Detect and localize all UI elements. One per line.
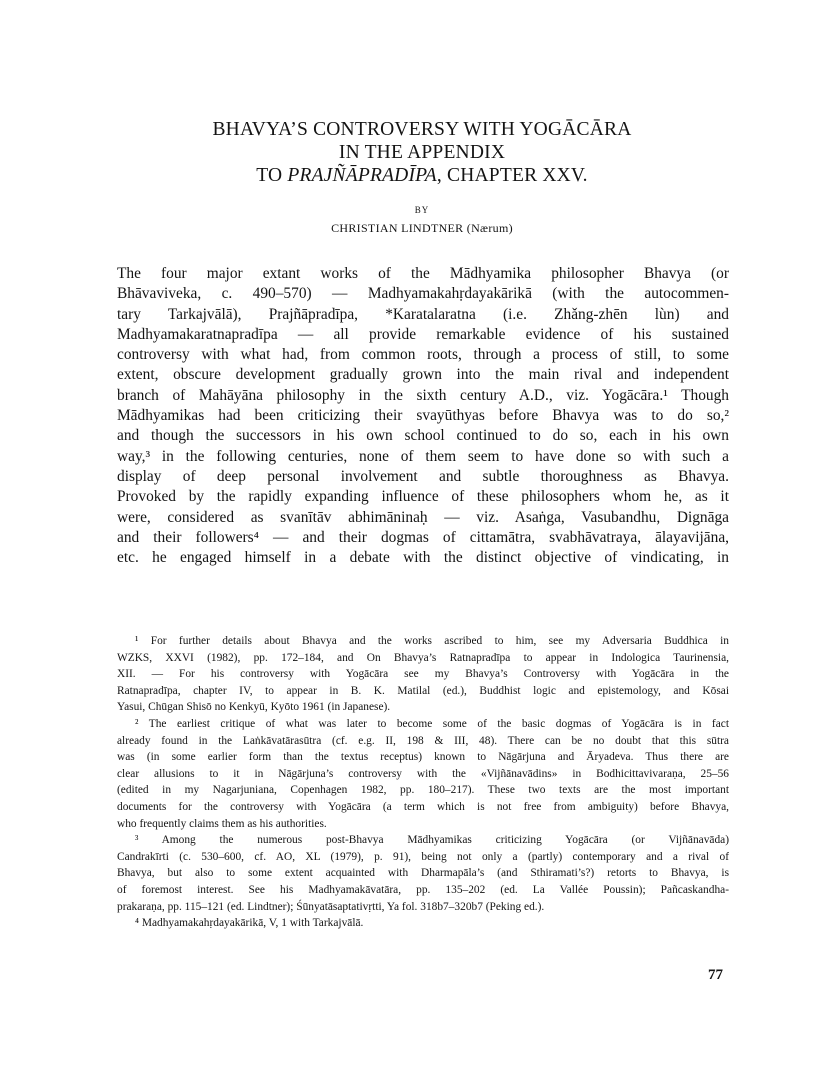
body-paragraph (117, 264, 729, 568)
body-line: Mādhyamikas had been criticizing their svayūthyas before Bhavya was to do so,² (117, 407, 729, 425)
footnote-3-line: ³ Among the numerous post-Bhavya Mādhyamikas criticizing Yogācāra (or Vijñānavāda) (135, 834, 729, 847)
title-line-3 (100, 164, 744, 187)
body-line: display of deep personal involvement and subtle thoroughness as Bhavya. (117, 467, 729, 485)
body-line: etc. he engaged himself in a debate with the distinct objective of vindicating, in (117, 549, 729, 567)
footnote-4-line: ⁴ Madhyamakahṛdayakārikā, V, 1 with Tarkajvālā. (135, 917, 364, 930)
body-line: way,³ in the following centuries, none of them seem to have done so with such a (117, 447, 729, 465)
title-line-2: IN THE APPENDIX (338, 142, 506, 163)
footnote-3-line: of foremost interest. See his Madhyamakāvatāra, pp. 135–202 (ed. La Vallée Poussin); Pañcaskandha- (117, 883, 729, 896)
footnotes (117, 633, 729, 932)
footnote-1-line: Ratnapradīpa, chapter IV, to appear in B. K. Matilal (ed.), Buddhist logic and epistemology, and Kōsai (117, 684, 729, 697)
body-line: Provoked by the rapidly expanding influence of these philosophers whom he, as it (117, 488, 729, 506)
title-line-1: BHAVYA’S CONTROVERSY WITH YOGĀCĀRA (212, 119, 632, 140)
body-line: branch of Mahāyāna philosophy in the sixth century A.D., viz. Yogācāra.¹ Though (117, 386, 729, 404)
page-number: 77 (708, 967, 723, 983)
body-line: Madhyamakaratnapradīpa — all provide remarkable evidence of his sustained (117, 325, 729, 343)
footnote-2-line: was (in some earlier form than the textus receptus) known to Nāgārjuna and Āryadeva. Thus there are (117, 751, 729, 764)
article-title (100, 118, 744, 236)
byline-by: BY (414, 205, 430, 215)
body-line: controversy with what had, from common roots, through a process of still, to some (117, 346, 729, 364)
body-line: and though the successors in his own school continued to do so, each in his own (117, 427, 729, 445)
title-line-3-italic: PRAJÑĀPRADĪPA (287, 165, 437, 186)
footnote-1-line: XII. — For his controversy with Yogācāra see my Bhavya’s Controversy with Yogācāra in the (117, 668, 729, 681)
footnote-1-line: Yasui, Chūgan Shisō no Kenkyū, Kyōto 1961 (in Japanese). (117, 701, 391, 714)
footnote-3-line: Bhavya, but also to some extent acquainted with Dharmapāla’s (and Sthiramati’s?) retorts to Bhavya, is (117, 867, 729, 880)
title-line-3-prefix: TO (256, 165, 288, 186)
body-line: The four major extant works of the Mādhyamika philosopher Bhavya (or (117, 265, 729, 282)
footnote-2-line: ² The earliest critique of what was later to become some of the basic dogmas of Yogācāra is in fact (135, 717, 729, 730)
body-line: extent, obscure development gradually grown into the main rival and independent (117, 366, 729, 384)
author-name: CHRISTIAN LINDTNER (Nærum) (331, 221, 513, 235)
body-line: and their followers⁴ — and their dogmas of cittamātra, svabhāvatraya, ālayavijāna, (117, 528, 729, 546)
footnote-2-line: clear allusions to it in Nāgārjuna’s controversy with the «Vijñānavādins» in Bodhicittavivaraṇa, 25–56 (117, 767, 729, 780)
body-line: were, considered as svanītāv abhimāninaḥ — viz. Asaṅga, Vasubandhu, Dignāga (117, 508, 729, 526)
body-line: Bhāvaviveka, c. 490–570) — Madhyamakahṛdayakārikā (with the autocommen- (117, 285, 729, 303)
footnote-2-line: documents for the controversy with Yogācāra (a term which is not free from ambiguity) before Bhavya, (117, 800, 729, 813)
title-line-3-suffix: , CHAPTER XXV. (436, 165, 588, 186)
footnote-2-line: already found in the Laṅkāvatārasūtra (cf. e.g. II, 198 & III, 48). There can be no doubt that this sūtra (117, 734, 729, 747)
footnote-1-line: ¹ For further details about Bhavya and the works ascribed to him, see my Adversaria Buddhica in (135, 635, 729, 647)
footnote-3-line: prakaraṇa, pp. 115–121 (ed. Lindtner); Śūnyatāsaptativṛtti, Ya fol. 318b7–320b7 (Peking ed.). (117, 900, 545, 913)
body-line: tary Tarkajvālā), Prajñāpradīpa, *Karatalaratna (i.e. Zhǎng-zhēn lùn) and (117, 305, 729, 323)
footnote-2-line: who frequently claims them as his authorities. (117, 817, 327, 830)
footnote-1-line: WZKS, XXVI (1982), pp. 172–184, and On Bhavya’s Ratnapradīpa to appear in Indologica Taurinensia, (117, 651, 729, 664)
footnote-2-line: (edited in my Nagarjuniana, Copenhagen 1982, pp. 180–217). These two texts are the most important (117, 784, 729, 797)
footnote-3-line: Candrakīrti (c. 530–600, cf. AO, XL (1979), p. 91), being not only a (partly) contemporary and a rival of (117, 850, 729, 863)
